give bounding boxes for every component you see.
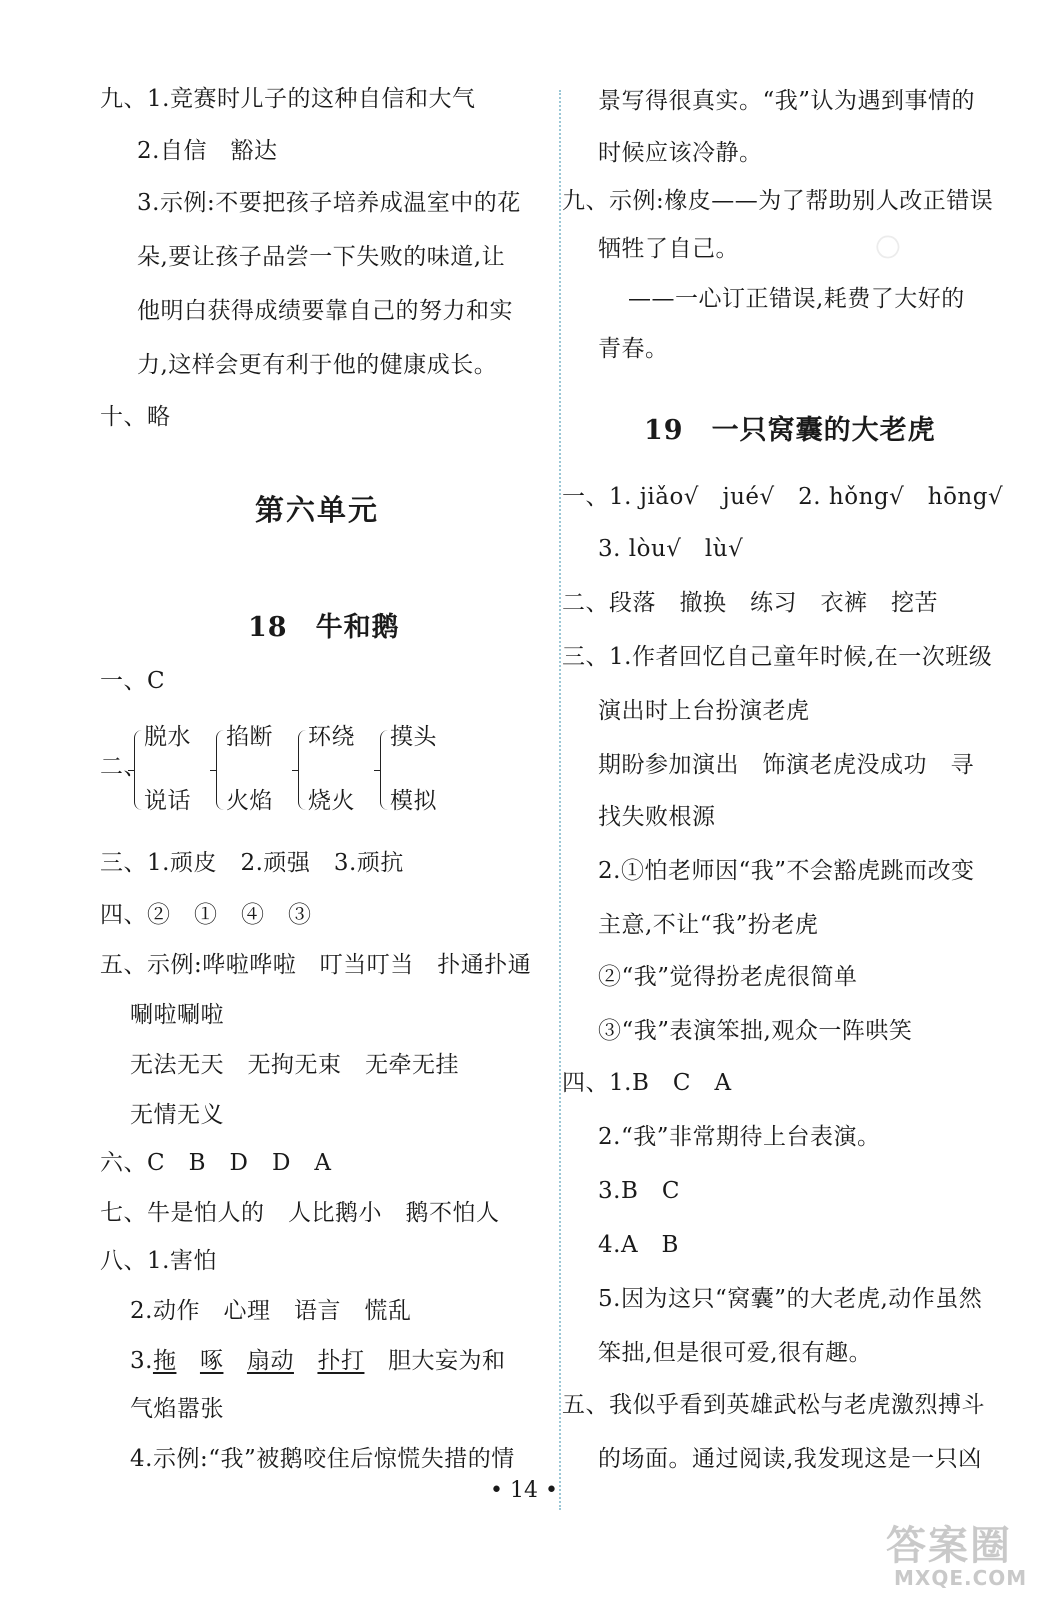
- word-pair-bottom: 火焰: [226, 788, 273, 814]
- answer-line: 朵,要让孩子品尝一下失败的味道,让: [137, 244, 506, 270]
- answer-line: 2.自信 豁达: [137, 138, 278, 164]
- lesson-title: 18 牛和鹅: [248, 612, 400, 643]
- item-number: 3.: [130, 1348, 153, 1374]
- answer-line: 四、1.B C A: [562, 1070, 732, 1096]
- answer-line: 3.示例:不要把孩子培养成温室中的花: [137, 190, 521, 216]
- answer-line-underlined: [130, 1346, 505, 1376]
- answer-line: 九、示例:橡皮——为了帮助别人改正错误: [562, 188, 994, 214]
- answer-line: 力,这样会更有利于他的健康成长。: [137, 352, 498, 378]
- brace: [134, 730, 143, 810]
- answer-line: 2.动作 心理 语言 慌乱: [130, 1298, 412, 1324]
- question-label: 二、: [100, 754, 147, 780]
- underlined-word: 扑打: [317, 1348, 365, 1374]
- word-pair-top: 摸头: [390, 724, 437, 750]
- watermark-top: 答案圈: [886, 1523, 1012, 1569]
- answer-line: 无法无天 无拘无束 无牵无挂: [130, 1052, 459, 1078]
- answer-line: 九、1.竞赛时儿子的这种自信和大气: [100, 86, 476, 112]
- answer-line: 五、示例:哗啦哗啦 叮当叮当 扑通扑通: [100, 952, 532, 978]
- answer-line: 五、我似乎看到英雄武松与老虎激烈搏斗: [562, 1392, 985, 1418]
- answer-line: 四、② ① ④ ③: [100, 902, 312, 928]
- answer-line: 主意,不让“我”扮老虎: [598, 912, 819, 938]
- answer-line: 找失败根源: [598, 804, 716, 830]
- answer-line: 2.“我”非常期待上台表演。: [598, 1124, 881, 1150]
- word-pair-top: 脱水: [144, 724, 191, 750]
- column-divider: [559, 90, 561, 1510]
- answer-text: 胆大妄为和: [387, 1348, 506, 1374]
- answer-line: ③“我”表演笨拙,观众一阵哄笑: [598, 1018, 913, 1044]
- answer-line: 八、1.害怕: [100, 1248, 217, 1274]
- lesson-title: 19 一只窝囊的大老虎: [644, 415, 936, 446]
- watermark-bottom: MXQE.COM: [894, 1566, 1028, 1590]
- underlined-word: 拖: [152, 1348, 177, 1374]
- brace-tick: [374, 770, 380, 771]
- answer-line: 六、C B D D A: [100, 1150, 332, 1176]
- underlined-word: 啄: [199, 1348, 224, 1374]
- unit-title: 第六单元: [255, 493, 380, 527]
- brace: [298, 730, 307, 810]
- brace-tick: [128, 770, 134, 771]
- brace: [216, 730, 225, 810]
- answer-line: 唰啦唰啦: [130, 1002, 224, 1028]
- answer-line: 十、略: [100, 404, 171, 430]
- answer-line: 笨拙,但是很可爱,很有趣。: [598, 1340, 873, 1366]
- answer-line: 2.①怕老师因“我”不会豁虎跳而改变: [598, 858, 975, 884]
- answer-line: 4.示例:“我”被鹅咬住后惊慌失措的情: [130, 1446, 515, 1472]
- word-pair-bottom: 模拟: [390, 788, 437, 814]
- word-pair-top: 环绕: [308, 724, 355, 750]
- underlined-word: 扇动: [246, 1348, 294, 1374]
- word-pair-top: 掐断: [226, 724, 273, 750]
- answer-line: 5.因为这只“窝囊”的大老虎,动作虽然: [598, 1286, 983, 1312]
- answer-line: 时候应该冷静。: [598, 140, 763, 166]
- word-pair-bottom: 烧火: [308, 788, 355, 814]
- answer-line: 的场面。通过阅读,我发现这是一只凶: [598, 1446, 982, 1472]
- answer-line: 牺牲了自己。: [598, 236, 739, 262]
- answer-line: 二、段落 撤换 练习 衣裤 挖苦: [562, 590, 938, 616]
- answer-line: 4.A B: [598, 1232, 679, 1258]
- faint-watermark: ○: [867, 223, 907, 268]
- brace-tick: [210, 770, 216, 771]
- answer-line: 一、1. jiǎo√ jué√ 2. hǒng√ hōng√: [562, 484, 1004, 510]
- answer-line: 景写得很真实。“我”认为遇到事情的: [598, 88, 976, 114]
- answer-line: 三、1.作者回忆自己童年时候,在一次班级: [562, 644, 993, 670]
- answer-line: ②“我”觉得扮老虎很简单: [598, 964, 858, 990]
- answer-line: 3.B C: [598, 1178, 680, 1204]
- page-number: • 14 •: [490, 1478, 558, 1503]
- answer-line: ——一心订正错误,耗费了大好的: [628, 286, 965, 312]
- answer-line: 三、1.顽皮 2.顽强 3.顽抗: [100, 850, 404, 876]
- answer-line: 演出时上台扮演老虎: [598, 698, 810, 724]
- answer-line: 无情无义: [130, 1102, 224, 1128]
- answer-line: 一、C: [100, 668, 166, 694]
- brace: [380, 730, 389, 810]
- answer-line: 他明白获得成绩要靠自己的努力和实: [137, 298, 513, 324]
- answer-line: 青春。: [598, 336, 669, 362]
- answer-line: 3. lòu√ lù√: [598, 536, 744, 562]
- brace-tick: [292, 770, 298, 771]
- word-pair-bottom: 说话: [144, 788, 191, 814]
- site-watermark-logo: [886, 1514, 1036, 1594]
- answer-line: 气焰嚣张: [130, 1396, 224, 1422]
- answer-line: 七、牛是怕人的 人比鹅小 鹅不怕人: [100, 1200, 500, 1226]
- answer-line: 期盼参加演出 饰演老虎没成功 寻: [598, 752, 974, 778]
